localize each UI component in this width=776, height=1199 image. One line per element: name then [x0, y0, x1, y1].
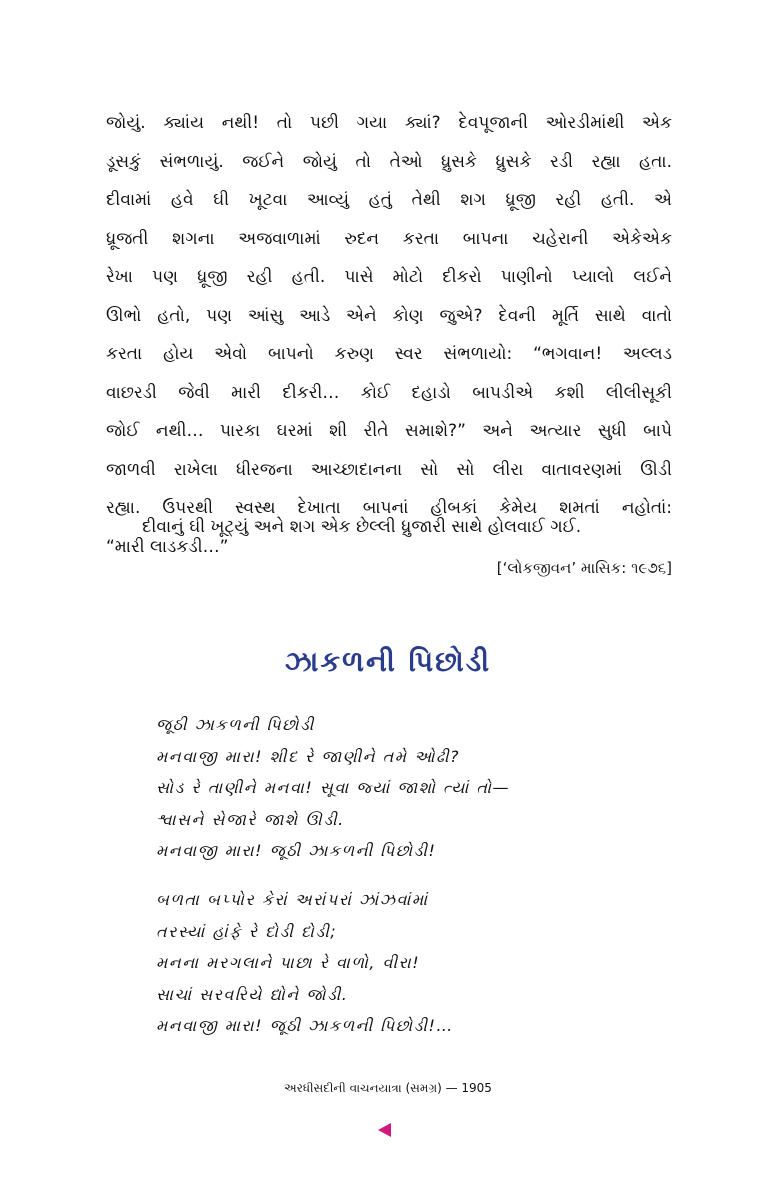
poem-line: તરસ્યાં હાંફે રે દોડી દોડી; — [156, 921, 338, 941]
prose-line: વાછરડી જેવી મારી દીકરી… કોઈ દહાડો બાપડીએ કશી લીલીસૂકી — [106, 382, 672, 403]
closing-paragraph: દીવાનું ઘી ખૂટ્યું અને શગ એક છેલ્લી ધ્રુજારી સાથે હોલવાઈ ગઈ. — [142, 517, 582, 537]
poem-stanza-2 — [156, 884, 636, 1042]
poem-line: મનવાજી મારા! જૂઠી ઝાકળની પિછોડી!… — [156, 1016, 454, 1035]
poem-line: મનવાજી મારા! શીદ રે જાણીને તમે ઓઢી? — [156, 746, 461, 766]
prose-line: કરતા હોય એવો બાપનો કરુણ સ્વર સંભળાયો: “ભગવાન! અલ્લડ — [106, 344, 672, 364]
prose-passage — [106, 104, 672, 566]
prose-line: ધ્રૂજતી શગના અજવાળામાં રુદન કરતા બાપના ચહેરાની એકેએક — [106, 228, 672, 249]
prose-line: જોયું. ક્યાંય નથી! તો પછી ગયા ક્યાં? દેવપૂજાની ઓરડીમાંથી એક — [106, 113, 672, 133]
page-footer: અરધીસદીની વાચનયાત્રા (સમગ્ર) — 1905 — [284, 1081, 492, 1095]
poem-line: મનવાજી મારા! જૂઠી ઝાકળની પિછોડી! — [156, 841, 437, 860]
source-citation: [‘લોકજીવન’ માસિક: ૧૯૭૬] — [496, 559, 672, 577]
poem-line: બળતા બપ્પોર કેરાં અરાંપરાં ઝાંઝવાંમાં — [156, 890, 429, 909]
prose-line: “મારી લાડકડી…” — [106, 536, 229, 557]
poem-stanza-1 — [156, 709, 636, 867]
prose-line: રેખા પણ ધ્રૂજી રહી હતી. પાસે મોટો દીકરો પાણીનો પ્યાલો લઈને — [106, 267, 672, 287]
poem-line: સોડ રે તાણીને મનવા! સૂવા જ્યાં જાશો ત્યાં તો— — [156, 778, 510, 797]
previous-page-arrow-icon[interactable] — [378, 1123, 391, 1137]
poem-line: શ્વાસને સેજારે જાશે ઊડી. — [156, 809, 345, 829]
prose-line: ઊભો હતો, પણ આંસુ આડે એને કોણ જુએ? દેવની મૂર્તિ સાથે વાતો — [106, 305, 672, 326]
poem-title: ઝાકળની પિછોડી — [284, 645, 492, 678]
prose-line: રહ્યા. ઉપરથી સ્વસ્થ દેખાતા બાપનાં હીબકાં કેમેય શમતાં નહોતાં: — [106, 498, 672, 518]
prose-line: જોઈ નથી… પારકા ઘરમાં શી રીતે સમાશે?” અને અત્યાર સુધી બાપે — [106, 421, 672, 441]
poem-line: મનના મરગલાને પાછા રે વાળો, વીરા! — [156, 953, 421, 972]
prose-line: જાળવી રાખેલા ધીરજના આચ્છાદાનના સો સો લીરા વાતાવરણમાં ઊડી — [106, 459, 672, 480]
prose-line: ડૂસકું સંભળાયું. જઈને જોયું તો તેઓ ધ્રુસકે ધ્રુસકે રડી રહ્યા હતા. — [106, 151, 672, 172]
prose-line: દીવામાં હવે ઘી ખૂટવા આવ્યું હતું તેથી શગ ધ્રૂજી રહી હતી. એ — [106, 190, 672, 210]
poem-line: જૂઠી ઝાકળની પિછોડી — [156, 715, 315, 734]
poem-line: સાચાં સરવરિયે દ્યોને જોડી. — [156, 984, 349, 1004]
